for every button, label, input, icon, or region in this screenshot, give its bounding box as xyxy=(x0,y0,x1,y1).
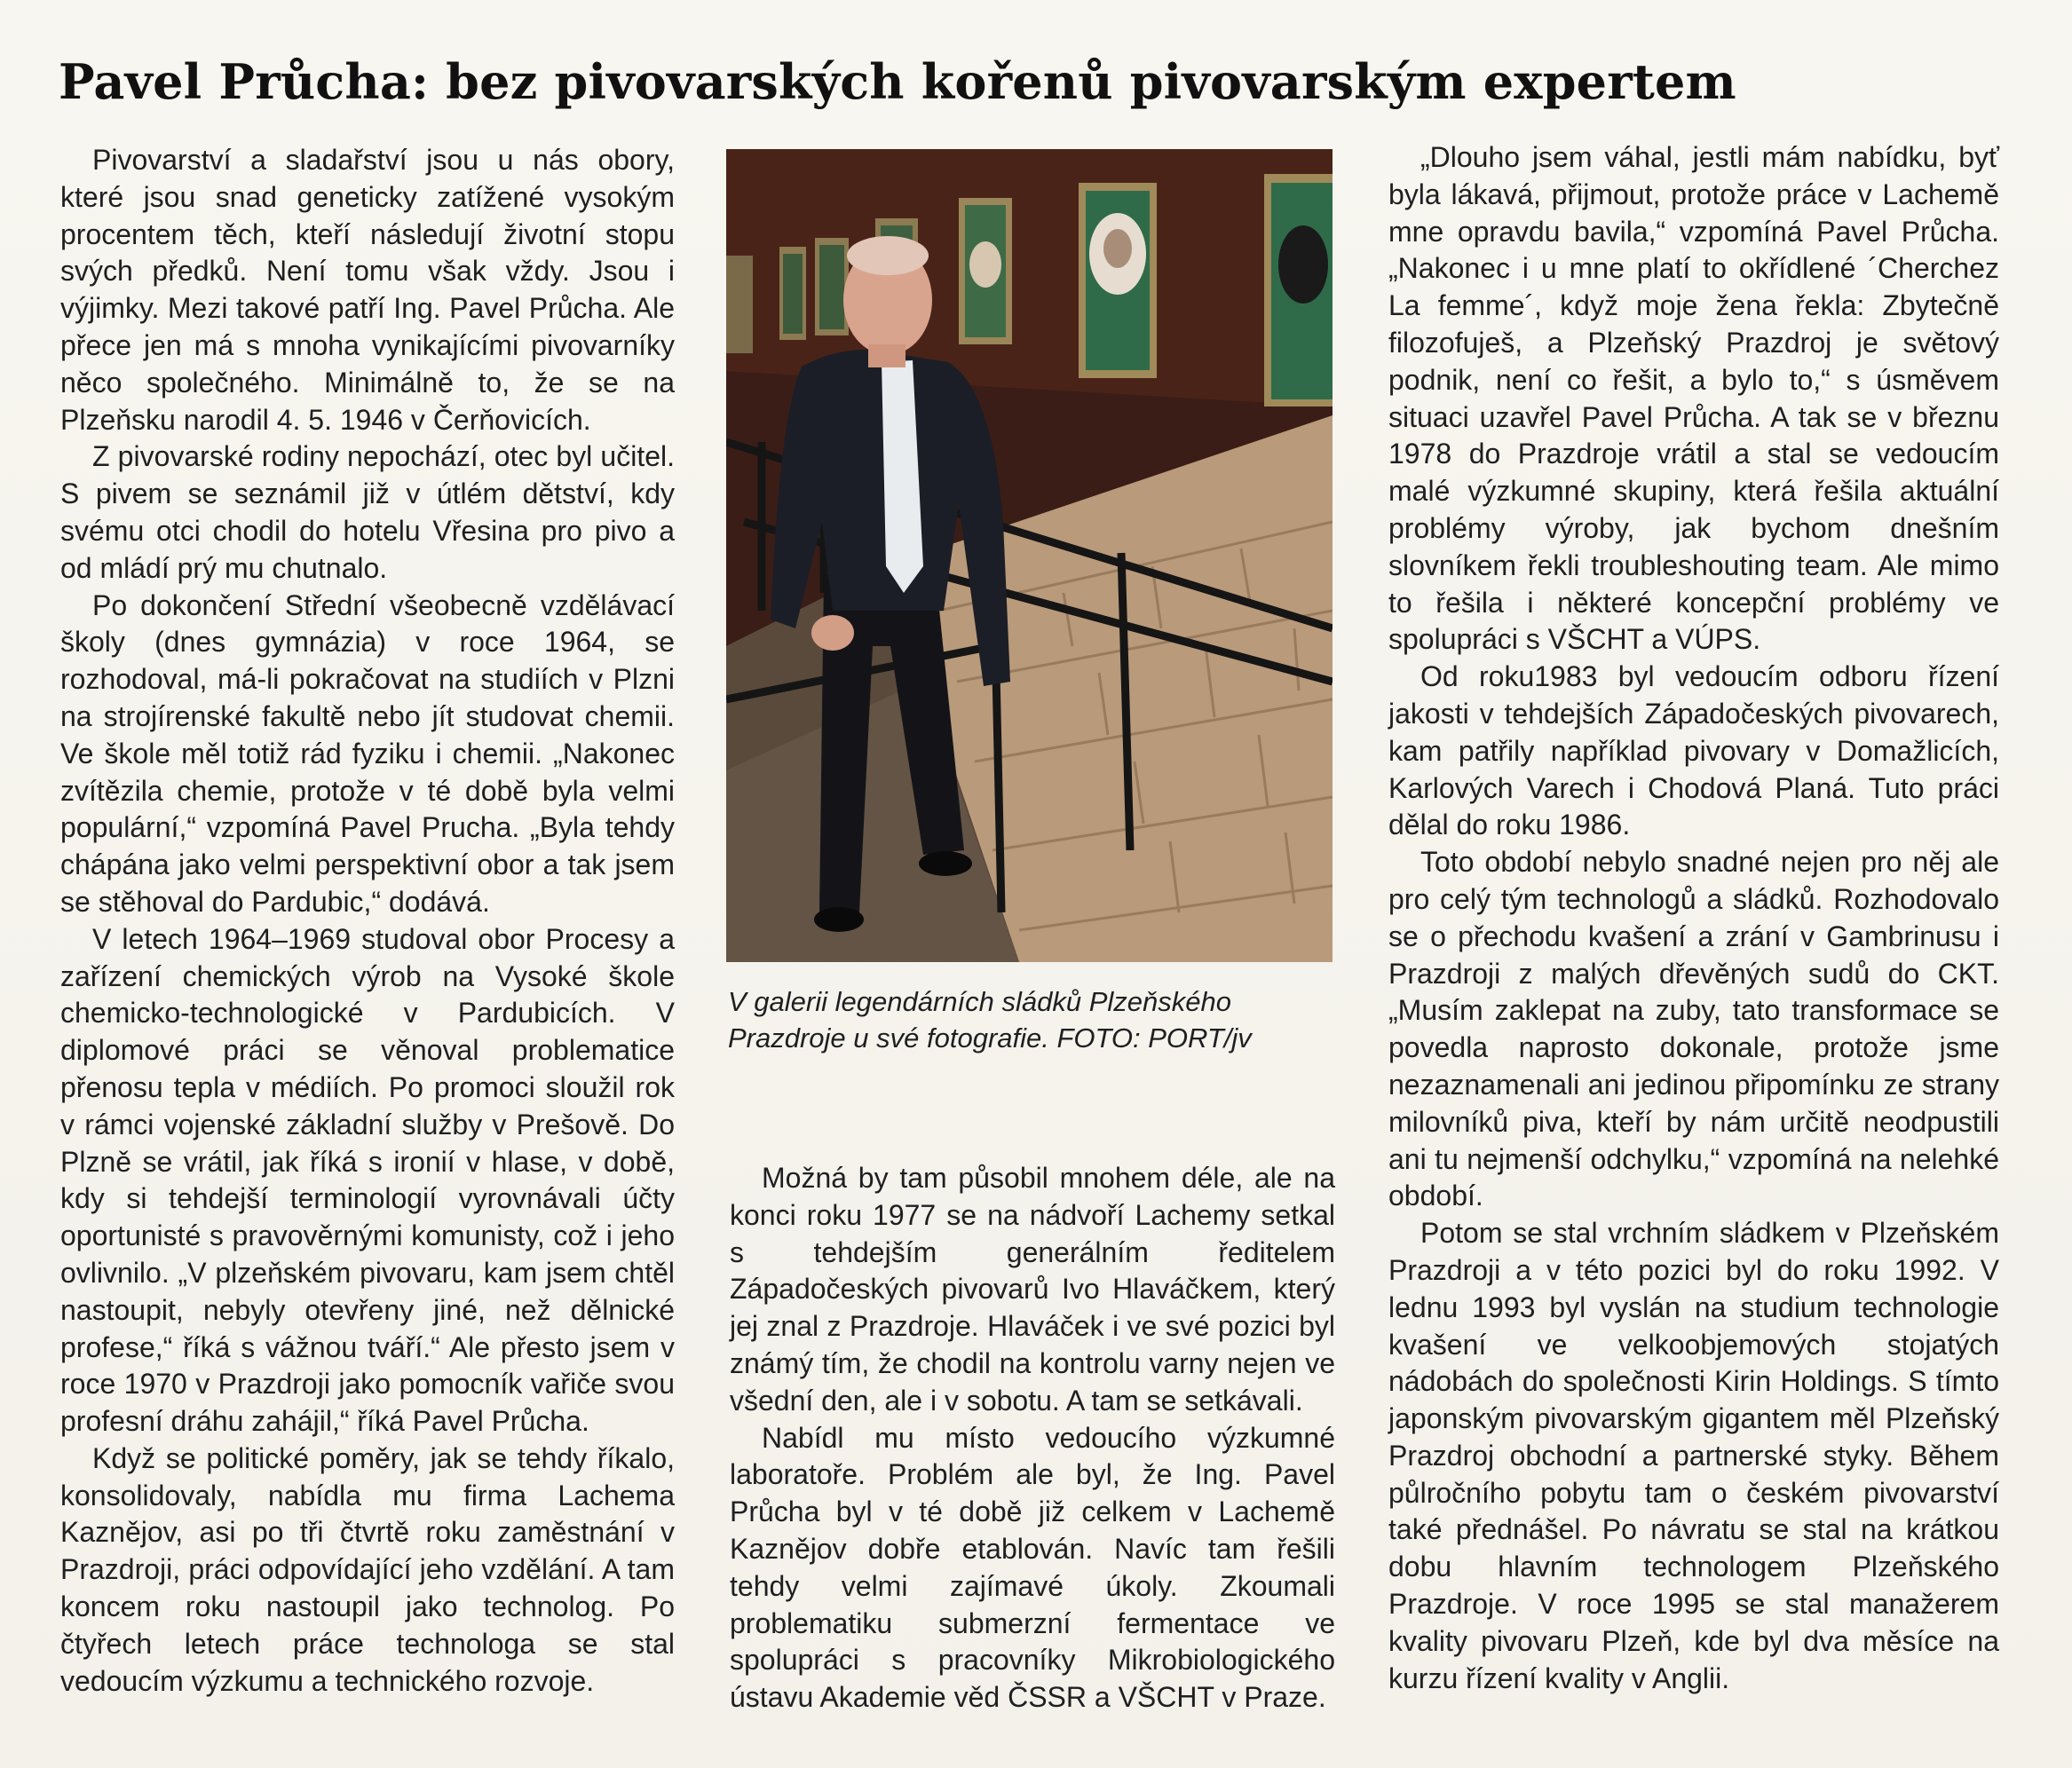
paragraph: V letech 1964–1969 studoval obor Procesy a zařízení chemických výrob na Vysoké škole chemicko-technologické v Pardubicích. V diplomové práci se věnoval problematice přenosu tepla v médiích. Po promoci sloužil rok v rámci vojenské základní služby v Prešově. Do Plzně se vrátil, jak říká s ironií v hlase, v době, kdy si tehdejší terminologií vyrovnávali účty oportunisté s pravověrnými komunisty, což i jeho ovlivnilo. „V plzeňském pivovaru, kam jsem chtěl nastoupit, nebyly otevřeny jiné, než dělnické profese,“ říká s vážnou tváří.“ Ale přesto jsem v roce 1970 v Prazdroji jako pomocník vařiče svou profesní dráhu zahájil,“ říká Pavel Průcha. xyxy=(60,922,675,1438)
photo-caption: V galerii legendárních sládků Plzeňského Prazdroje u své fotografie. FOTO: PORT/jv xyxy=(728,986,1252,1054)
paragraph: Pivovarství a sladařství jsou u nás obory, které jsou snad geneticky zatížené vysokým procentem těch, kteří následují životní stopu svých předků. Není tomu však vždy. Jsou i výjimky. Mezi takové patří Ing. Pavel Průcha. Ale přece jen má s mnoha vynikajícími pivovarníky něco společného. Minimálně to, že se na Plzeňsku narodil 4. 5. 1946 v Čerňovicích. xyxy=(60,144,675,436)
paragraph: Po dokončení Střední všeobecně vzdělávací školy (dnes gymnázia) v roce 1964, se rozhodoval, má-li pokračovat na studiích v Plzni na strojírenské fakultě nebo jít studovat chemii. Ve škole měl totiž rád fyziku i chemii. „Nakonec zvítězila chemie, protože v té době byla velmi populární,“ vzpomíná Pavel Prucha. „Byla tehdy chápána jako velmi perspektivní obor a tak jsem se stěhoval do Pardubic,“ dodává. xyxy=(60,588,675,918)
text-column-2 xyxy=(730,1160,1335,1717)
text-column-3 xyxy=(1388,139,1999,1697)
paragraph: Možná by tam působil mnohem déle, ale na konci roku 1977 se na nádvoří Lachemy setkal s tehdejším generálním ředitelem Západočeských pivovarů Ivo Hlaváčkem, který jej znal z Prazdroje. Hlaváček i ve své pozici byl známý tím, že chodil na kontrolu varny nejen ve všední den, ale i v sobotu. A tam se setkávali. xyxy=(730,1162,1335,1417)
paragraph: Když se politické poměry, jak se tehdy říkalo, konsolidovaly, nabídla mu firma Lachema Kaznějov, asi po tři čtvrtě roku zaměstnání v Prazdroji, práci odpovídající jeho vzdělání. A tam koncem roku nastoupil jako technolog. Po čtyřech letech práce technologa se stal vedoucím výzkumu a technického rozvoje. xyxy=(60,1441,675,1697)
paragraph: Nabídl mu místo vedoucího výzkumné laboratoře. Problém ale byl, že Ing. Pavel Průcha byl v té době již celkem v Lachemě Kaznějov dobře etablován. Navíc tam řešili tehdy velmi zajímavé úkoly. Zkoumali problematiku submerzní fermentace ve spolupráci s pracovníky Mikrobiologického ústavu Akademie věd ČSSR a VŠCHT v Praze. xyxy=(730,1421,1335,1714)
paragraph: Toto období nebylo snadné nejen pro něj ale pro celý tým technologů a sládků. Rozhodovalo se o přechodu kvašení a zrání v Gambrinusu i Prazdroji z malých dřevěných sudů do CKT. „Musím zaklepat na zuby, tato transformace se povedla naprosto dokonale, protože jsme nezaznamenali ani jedinou připomínku ze strany milovníků piva, kteří by nám určitě neodpustili ani tu nejmenší odchylku,“ vzpomíná na nelehké období. xyxy=(1388,846,1999,1212)
text-column-1 xyxy=(60,142,675,1700)
paragraph: „Dlouho jsem váhal, jestli mám nabídku, byť byla lákavá, přijmout, protože práce v Lachemě mne opravdu bavila,“ vzpomíná Pavel Průcha. „Nakonec i u mne platí to okřídlené ´Cherchez La femme´, když moje žena řekla: Zbytečně filozofuješ, a Plzeňský Prazdroj je světový podnik, není co řešit, a bylo to,“ s úsměvem situaci uzavřel Pavel Průcha. A tak se v březnu 1978 do Prazdroje vrátil a stal se vedoucím malé výzkumné skupiny, která řešila aktuální problémy výroby, jak bychom dnešním slovníkem řekli troubleshouting team. Ale mimo to řešila i některé koncepční problémy ve spolupráci s VŠCHT a VÚPS. xyxy=(1388,141,1999,656)
article-headline: Pavel Průcha: bez pivovarských kořenů pivovarským expertem xyxy=(59,53,1736,110)
paragraph: Potom se stal vrchním sládkem v Plzeňském Prazdroji a v této pozici byl do roku 1992. V lednu 1993 byl vyslán na studium technologie kvašení ve velkoobjemových stojatých nádobách do společnosti Kirin Holdings. S tímto japonským pivovarským gigantem měl Plzeňský Prazdroj obchodní a partnerské styky. Během půlročního pobytu tam o českém pivovarství také přednášel. Po návratu se stal na krátkou dobu hlavním technologem Plzeňského Prazdroje. V roce 1995 se stal manažerem kvality pivovaru Plzeň, kde byl dva měsíce na kurzu řízení kvality v Anglii. xyxy=(1388,1217,1999,1694)
article-photo xyxy=(726,149,1333,962)
paragraph: Z pivovarské rodiny nepochází, otec byl učitel. S pivem se seznámil již v útlém dětství, kdy svému otci chodil do hotelu Vřesina pro pivo a od mládí prý mu chutnalo. xyxy=(60,440,675,584)
paragraph: Od roku1983 byl vedoucím odboru řízení jakosti v tehdejších Západočeských pivovarech, kam patřily například pivovary v Domažlicích, Karlových Varech i Chodová Planá. Tuto práci dělal do roku 1986. xyxy=(1388,660,1999,841)
